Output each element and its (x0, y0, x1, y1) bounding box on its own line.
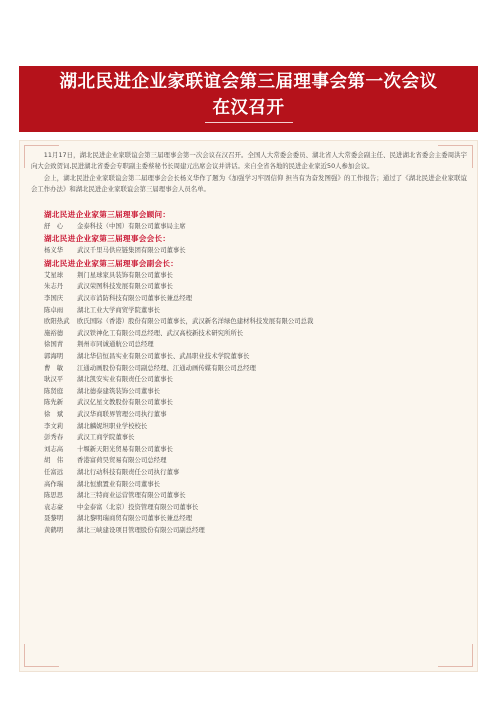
member-row (44, 513, 467, 525)
title-banner (19, 66, 478, 132)
section-president (31, 232, 467, 257)
member-name: 陈贤庭 (44, 386, 64, 395)
member-desc: 江通动画股份有限公司副总经理、江通动画传媒有限公司总经理 (77, 363, 256, 372)
member-desc: 湖北行动科技有限责任公司执行董事 (77, 467, 180, 476)
member-name: 胡 伟 (44, 456, 64, 465)
member-row (44, 316, 467, 328)
member-row (44, 479, 467, 491)
section-heading: 湖北民进企业家第三届理事会副会长： (44, 258, 179, 268)
member-name: 耿汉平 (44, 375, 64, 384)
member-desc: 欧氏国际（香港）股份有限公司董事长，武汉新名洋绿色建材科技发展有限公司总裁 (77, 317, 314, 326)
member-desc: 湖北工业大学商贸学院董事长 (77, 305, 161, 314)
member-name: 陈先新 (44, 398, 64, 407)
member-name: 陈卓雨 (44, 305, 64, 314)
member-row (44, 467, 467, 479)
member-row (44, 397, 467, 409)
title-line-1: 湖北民进企业家联谊会第三届理事会第一次会议 (59, 72, 438, 92)
intro-paragraph-1: 11月17日，湖北民进企业家联谊会第三届理事会第一次会议在汉召开。全国人大常委会委员、湖北省人大常委会副主任、民进湖北省委会主委周洪宇向大会致贺词,民进湖北省委会专职副主委蔡秘书长周建元出席会议并讲话。来自全省各地的民进企业家近50人参加会议。 (31, 151, 467, 171)
member-name: 李国庆 (44, 294, 64, 302)
member-desc: 荆门星球家具装饰有限公司董事长 (77, 270, 173, 279)
member-desc: 香港富荷昊贸易有限公司总经理 (77, 456, 167, 465)
section-advisor (31, 208, 467, 233)
member-desc: 武汉市消防科技有限公司董事长兼总经理 (77, 294, 193, 302)
member-row (44, 270, 467, 282)
member-desc: 湖北凯安实业有限责任公司董事长 (77, 375, 173, 384)
member-desc: 湖北三特商业运营管理有限公司董事长 (77, 491, 186, 500)
member-desc: 湖北麟妮坦职业学校校长 (77, 421, 148, 430)
member-row (44, 490, 467, 502)
member-name: 曹 敏 (44, 363, 64, 372)
member-row (44, 455, 467, 467)
member-name: 杨义华 (44, 246, 64, 255)
member-row (44, 339, 467, 351)
member-name: 欧阳热武 (44, 317, 70, 326)
corner-ornament (24, 644, 59, 667)
intro-paragraph-2: 会上，湖北民进企业家联谊会第二届理事会会长杨义华作了题为《加强学习牢固信仰 担当有为奋发图强》的工作报告；通过了《湖北民进企业家联谊会工作办法》和湖北民进企业家联谊会第三届理事会人员名单。 (31, 173, 467, 194)
member-name: 聂黎明 (44, 514, 64, 523)
member-name: 徐国青 (44, 340, 64, 349)
member-row (44, 281, 467, 293)
title-line-2: 在汉召开 (205, 95, 293, 123)
member-name: 施裕德 (44, 328, 64, 337)
member-row (44, 525, 467, 537)
member-desc: 湖北恒旗置业有限公司董事长 (77, 479, 161, 488)
member-name: 高作瑞 (44, 479, 64, 488)
member-name: 朱志丹 (44, 282, 64, 291)
member-row (44, 245, 467, 257)
member-row (44, 409, 467, 421)
member-desc: 武汉工商学院董事长 (77, 433, 135, 442)
member-name: 彭秀春 (44, 433, 64, 442)
member-desc: 荆州市同诚通航公司总经理 (77, 340, 154, 349)
member-desc: 湖北德泰建筑装饰公司董事长 (77, 386, 161, 395)
member-row (44, 502, 467, 514)
member-desc: 金泰科技（中国）有限公司董事局主席 (77, 221, 186, 230)
member-desc: 武汉华商联界管理公司执行董事 (77, 409, 167, 418)
member-row (44, 374, 467, 386)
member-desc: 武汉铁神化工有限公司总经理、武汉高校新技术研究所所长 (77, 328, 244, 337)
member-desc: 武汉荣图科技发展有限公司董事长 (77, 282, 173, 291)
member-row (44, 293, 467, 305)
member-name: 徐 斌 (44, 409, 64, 418)
article-panel (19, 140, 478, 672)
member-desc: 湖北三峡建设项目管理股份有限公司副总经理 (77, 525, 205, 534)
member-row (44, 444, 467, 456)
member-row (44, 386, 467, 398)
member-name: 艾星球 (44, 270, 64, 279)
member-name: 李文莉 (44, 421, 64, 430)
member-name: 任富远 (44, 467, 64, 476)
section-vice-presidents (31, 257, 467, 537)
member-name: 黄鹤明 (44, 525, 64, 534)
member-desc: 十堰新天阳光贸易有限公司董事长 (77, 444, 173, 453)
member-row (44, 351, 467, 363)
corner-ornament (438, 644, 473, 667)
member-row (44, 363, 467, 375)
member-desc: 湖北华信恒昌实业有限公司董事长、武昌职业技术学院董事长 (77, 351, 250, 360)
member-row (44, 221, 467, 233)
member-row (44, 305, 467, 317)
section-heading: 湖北民进企业家第三届理事会顾问： (44, 209, 171, 219)
member-name: 刘志高 (44, 444, 64, 453)
member-desc: 武汉亿星文教股份有限公司董事长 (77, 398, 173, 407)
member-desc: 武汉千里马供应链集团有限公司董事长 (77, 246, 186, 255)
section-heading: 湖北民进企业家第三届理事会会长： (44, 234, 171, 244)
member-desc: 中金泰富（北京）投资管理有限公司董事长 (77, 502, 199, 511)
member-name: 袁志豪 (44, 502, 64, 511)
member-name: 舒 心 (44, 221, 64, 230)
member-name: 陈思思 (44, 491, 64, 500)
member-row (44, 421, 467, 433)
member-name: 郭海明 (44, 351, 64, 360)
member-row (44, 432, 467, 444)
member-row (44, 328, 467, 340)
member-desc: 湖北黎明瑞商贸有限公司董事长兼总经理 (77, 514, 193, 523)
